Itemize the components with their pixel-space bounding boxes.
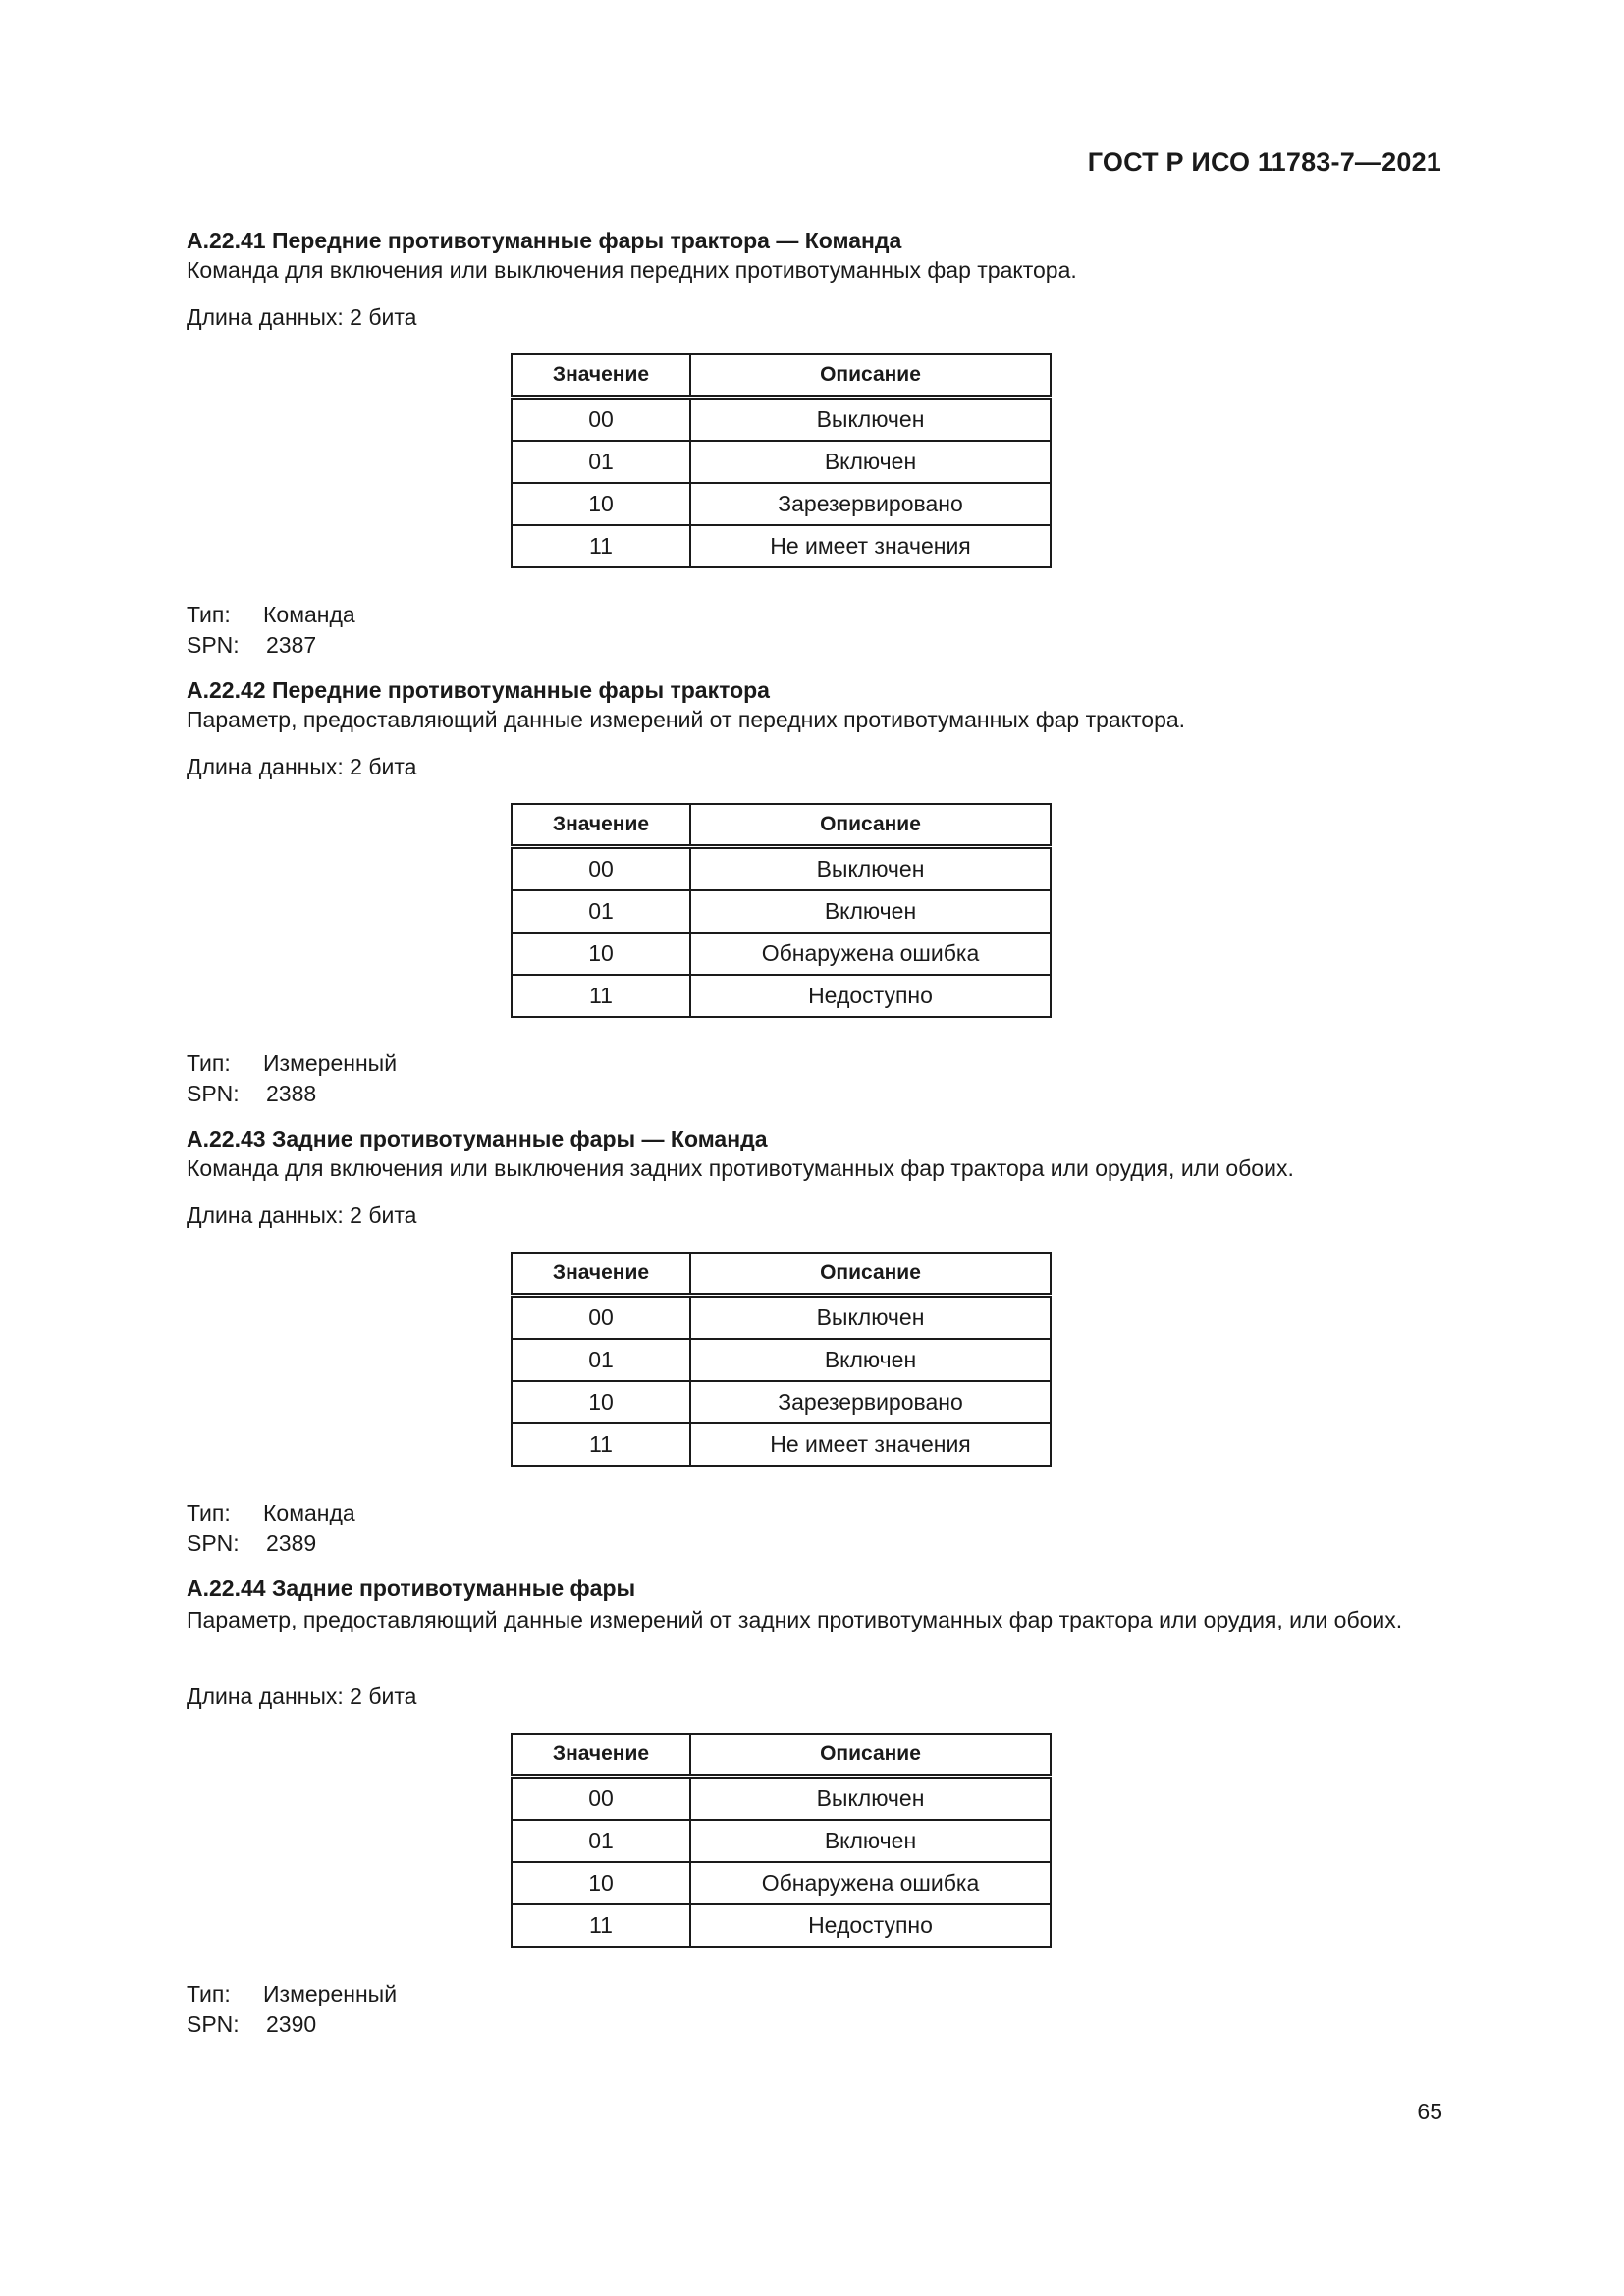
type-line <box>187 1981 397 2007</box>
page-number: 65 <box>1417 2099 1442 2124</box>
data-length: Длина данных: 2 бита <box>187 1202 417 1228</box>
spn-value: 2387 <box>266 632 317 658</box>
table-header-row <box>512 354 1051 398</box>
cell-description: Включен <box>690 1820 1051 1862</box>
spn-value: 2389 <box>266 1530 317 1556</box>
cell-value: 10 <box>512 933 690 975</box>
section-description: Параметр, предоставляющий данные измерений от передних противотуманных фар трактора. <box>187 707 1186 732</box>
section-description: Параметр, предоставляющий данные измерений от задних противотуманных фар трактора или орудия, или обоих. <box>187 1607 1403 1632</box>
cell-description: Недоступно <box>690 1904 1051 1947</box>
section-description: Команда для включения или выключения передних противотуманных фар трактора. <box>187 257 1077 283</box>
type-label: Тип: <box>187 1981 231 2006</box>
cell-value: 11 <box>512 525 690 567</box>
data-length: Длина данных: 2 бита <box>187 304 417 330</box>
header-value: Значение <box>512 804 690 847</box>
type-line <box>187 1050 397 1077</box>
type-value: Команда <box>263 1500 355 1525</box>
table-row <box>512 1862 1051 1904</box>
spn-value: 2388 <box>266 1081 317 1106</box>
table-row <box>512 1904 1051 1947</box>
spn-value: 2390 <box>266 2011 317 2037</box>
header-value: Значение <box>512 1734 690 1777</box>
cell-description: Включен <box>690 890 1051 933</box>
cell-description: Зарезервировано <box>690 483 1051 525</box>
table-row <box>512 890 1051 933</box>
value-table <box>511 353 1052 568</box>
section-title: А.22.42 Передние противотуманные фары трактора <box>187 677 770 703</box>
cell-value: 01 <box>512 1820 690 1862</box>
cell-value: 00 <box>512 847 690 891</box>
spn-label: SPN: <box>187 1530 240 1556</box>
type-label: Тип: <box>187 602 231 627</box>
data-length: Длина данных: 2 бита <box>187 1683 417 1709</box>
table-header-row <box>512 1253 1051 1296</box>
cell-description: Зарезервировано <box>690 1381 1051 1423</box>
table-header-row <box>512 804 1051 847</box>
header-description: Описание <box>690 1253 1051 1296</box>
table-row <box>512 1339 1051 1381</box>
section-title: А.22.43 Задние противотуманные фары — Команда <box>187 1126 768 1151</box>
cell-description: Включен <box>690 441 1051 483</box>
value-table <box>511 1252 1052 1467</box>
document-header: ГОСТ Р ИСО 11783-7—2021 <box>1087 147 1441 177</box>
table-row <box>512 1381 1051 1423</box>
table-row <box>512 1777 1051 1821</box>
header-description: Описание <box>690 354 1051 398</box>
header-value: Значение <box>512 1253 690 1296</box>
header-value: Значение <box>512 354 690 398</box>
spn-line <box>187 1530 316 1557</box>
spn-line <box>187 1081 316 1107</box>
cell-value: 11 <box>512 1904 690 1947</box>
cell-description: Не имеет значения <box>690 525 1051 567</box>
cell-value: 00 <box>512 1777 690 1821</box>
cell-description: Выключен <box>690 398 1051 442</box>
cell-description: Выключен <box>690 1777 1051 1821</box>
header-description: Описание <box>690 1734 1051 1777</box>
cell-description: Недоступно <box>690 975 1051 1017</box>
table-row <box>512 1296 1051 1340</box>
spn-label: SPN: <box>187 1081 240 1106</box>
cell-value: 00 <box>512 1296 690 1340</box>
type-value: Измеренный <box>263 1050 398 1076</box>
cell-value: 01 <box>512 1339 690 1381</box>
spn-label: SPN: <box>187 632 240 658</box>
table-row <box>512 1423 1051 1466</box>
section-title: А.22.41 Передние противотуманные фары трактора — Команда <box>187 228 902 253</box>
table-row <box>512 441 1051 483</box>
cell-value: 10 <box>512 483 690 525</box>
table-row <box>512 975 1051 1017</box>
cell-value: 01 <box>512 890 690 933</box>
cell-description: Выключен <box>690 1296 1051 1340</box>
cell-value: 10 <box>512 1381 690 1423</box>
section-description: Команда для включения или выключения задних противотуманных фар трактора или орудия, или обоих. <box>187 1155 1294 1181</box>
cell-description: Обнаружена ошибка <box>690 1862 1051 1904</box>
header-description: Описание <box>690 804 1051 847</box>
type-label: Тип: <box>187 1500 231 1525</box>
type-value: Команда <box>263 602 355 627</box>
spn-line <box>187 632 316 659</box>
type-line <box>187 1500 355 1526</box>
type-line <box>187 602 355 628</box>
type-label: Тип: <box>187 1050 231 1076</box>
table-row <box>512 483 1051 525</box>
cell-description: Обнаружена ошибка <box>690 933 1051 975</box>
cell-value: 11 <box>512 1423 690 1466</box>
table-header-row <box>512 1734 1051 1777</box>
cell-value: 01 <box>512 441 690 483</box>
cell-value: 10 <box>512 1862 690 1904</box>
data-length: Длина данных: 2 бита <box>187 754 417 779</box>
value-table <box>511 803 1052 1018</box>
spn-label: SPN: <box>187 2011 240 2037</box>
cell-description: Не имеет значения <box>690 1423 1051 1466</box>
cell-description: Включен <box>690 1339 1051 1381</box>
table-row <box>512 933 1051 975</box>
table-row <box>512 847 1051 891</box>
value-table <box>511 1733 1052 1948</box>
spn-line <box>187 2011 316 2038</box>
table-row <box>512 525 1051 567</box>
table-row <box>512 1820 1051 1862</box>
type-value: Измеренный <box>263 1981 398 2006</box>
table-row <box>512 398 1051 442</box>
cell-value: 00 <box>512 398 690 442</box>
cell-description: Выключен <box>690 847 1051 891</box>
cell-value: 11 <box>512 975 690 1017</box>
section-title: А.22.44 Задние противотуманные фары <box>187 1575 636 1601</box>
